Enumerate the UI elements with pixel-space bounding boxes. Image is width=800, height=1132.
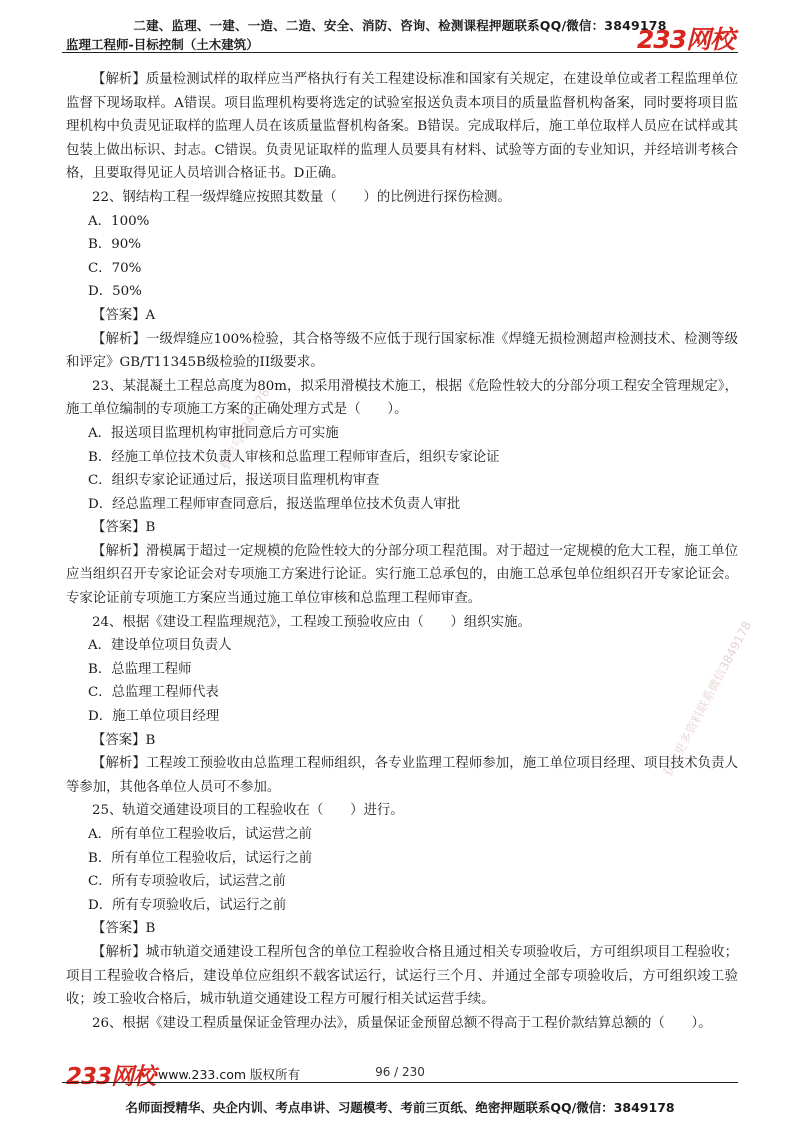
page-number: 96 / 230	[375, 1065, 425, 1079]
text-paragraph: 【解析】工程竣工预验收由总监理工程师组织，各专业监理工程师参加，施工单位项目经理、项目技术负责人等参加，其他各单位人员可不参加。	[66, 756, 738, 795]
footer-promo-text: 名师面授精华、央企内训、考点串讲、习题模考、考前三页纸、绝密押题联系QQ/微信：3849178	[125, 1100, 675, 1115]
brand-logo-header: 233网校	[636, 25, 734, 54]
text-paragraph: 【解析】城市轨道交通建设工程所包含的单位工程验收合格且通过相关专项验收后，方可组织项目工程验收；项目工程验收合格后，建设单位应组织不载客试运行，试运行三个月、并通过全部专项验收后，方可组织竣工验收；竣工验收合格后，城市轨道交通建设工程方可履行相关试运营手续。	[66, 944, 738, 1008]
header-divider	[62, 52, 738, 53]
answer-option: D．所有专项验收后，试运行之前	[88, 897, 287, 913]
document-subtitle: 监理工程师-目标控制（土木建筑）	[66, 37, 259, 52]
text-paragraph: 【答案】B	[92, 732, 156, 748]
answer-option: B．总监理工程师	[88, 661, 192, 677]
answer-option: C．总监理工程师代表	[88, 685, 219, 701]
document-body	[66, 68, 738, 1035]
answer-option: C．70%	[88, 260, 142, 276]
text-paragraph: 【答案】B	[92, 520, 156, 536]
text-paragraph: 25、轨道交通建设项目的工程验收在（ ）进行。	[92, 803, 404, 819]
answer-option: C．所有专项验收后，试运营之前	[88, 874, 286, 890]
answer-option: D．经总监理工程师审查同意后，报送监理单位技术负责人审批	[88, 496, 461, 512]
text-paragraph: 【解析】一级焊缝应100%检验，其合格等级不应低于现行国家标准《焊缝无损检测超声检测技术、检测等级和评定》GB/T11345B级检验的II级要求。	[66, 331, 738, 371]
text-paragraph: 24、根据《建设工程监理规范》，工程竣工预验收应由（ ）组织实施。	[92, 614, 531, 630]
answer-option: A．所有单位工程验收后，试运营之前	[88, 827, 312, 842]
answer-option: C．组织专家论证通过后，报送项目监理机构审查	[88, 473, 380, 489]
text-paragraph: 【解析】质量检测试样的取样应当严格执行有关工程建设标准和国家有关规定，在建设单位或者工程监理单位监督下现场取样。A错误。项目监理机构要将选定的试验室报送负责本项目的质量监督机构备案，同时要将项目监理机构中负责见证取样的监理人员在该质量监督机构备案。B错误。完成取样后，施工单位取样人员应在试样或其包装上做出标识、封志。C错误。负责见证取样的监理人员要具有材料、试验等方面的专业知识，并经培训考核合格，且要取得见证人员培训合格证书。D正确。	[66, 72, 738, 182]
answer-option: A．建设单位项目负责人	[88, 638, 232, 654]
text-paragraph: 【答案】B	[92, 921, 156, 937]
answer-option: A．100%	[88, 213, 150, 229]
watermark-text: 微信号3849178	[217, 385, 273, 472]
text-paragraph: 22、钢结构工程一级焊缝应按照其数量（ ）的比例进行探伤检测。	[92, 189, 511, 205]
text-paragraph: 26、根据《建设工程质量保证金管理办法》，质量保证金预留总额不得高于工程价款结算总额的（ ）。	[92, 1015, 712, 1031]
answer-option: D．50%	[88, 284, 142, 300]
brand-logo-footer: 233网校	[66, 1064, 156, 1090]
text-paragraph: 23、某混凝土工程总高度为80m，拟采用滑模技术施工，根据《危险性较大的分部分项工程安全管理规定》，施工单位编制的专项施工方案的正确处理方式是（ ）。	[66, 378, 738, 418]
text-paragraph: 【答案】A	[92, 307, 156, 323]
answer-option: B．经施工单位技术负责人审核和总监理工程师审查后，组织专家论证	[88, 449, 500, 465]
footer-copyright: www.233.com 版权所有	[158, 1067, 300, 1082]
text-paragraph: 【解析】滑模属于超过一定规模的危险性较大的分部分项工程范围。对于超过一定规模的危大工程，施工单位应当组织召开专家论证会对专项施工方案进行论证。实行施工总承包的，由施工总承包单位组织召开专家论证会。专家论证前专项施工方案应当通过施工单位审核和总监理工程师审查。	[66, 543, 738, 607]
footer-divider	[62, 1082, 738, 1083]
answer-option: A．报送项目监理机构审批同意后方可实施	[88, 425, 339, 441]
answer-option: B．90%	[88, 237, 141, 253]
answer-option: D．施工单位项目经理	[88, 709, 220, 725]
header-promo-text: 二建、监理、一建、一造、二造、安全、消防、咨询、检测课程押题联系QQ/微信：3849178	[133, 18, 667, 33]
watermark-text: 获取更多资料联系微信3849178	[660, 618, 755, 779]
answer-option: B．所有单位工程验收后，试运行之前	[88, 850, 313, 866]
